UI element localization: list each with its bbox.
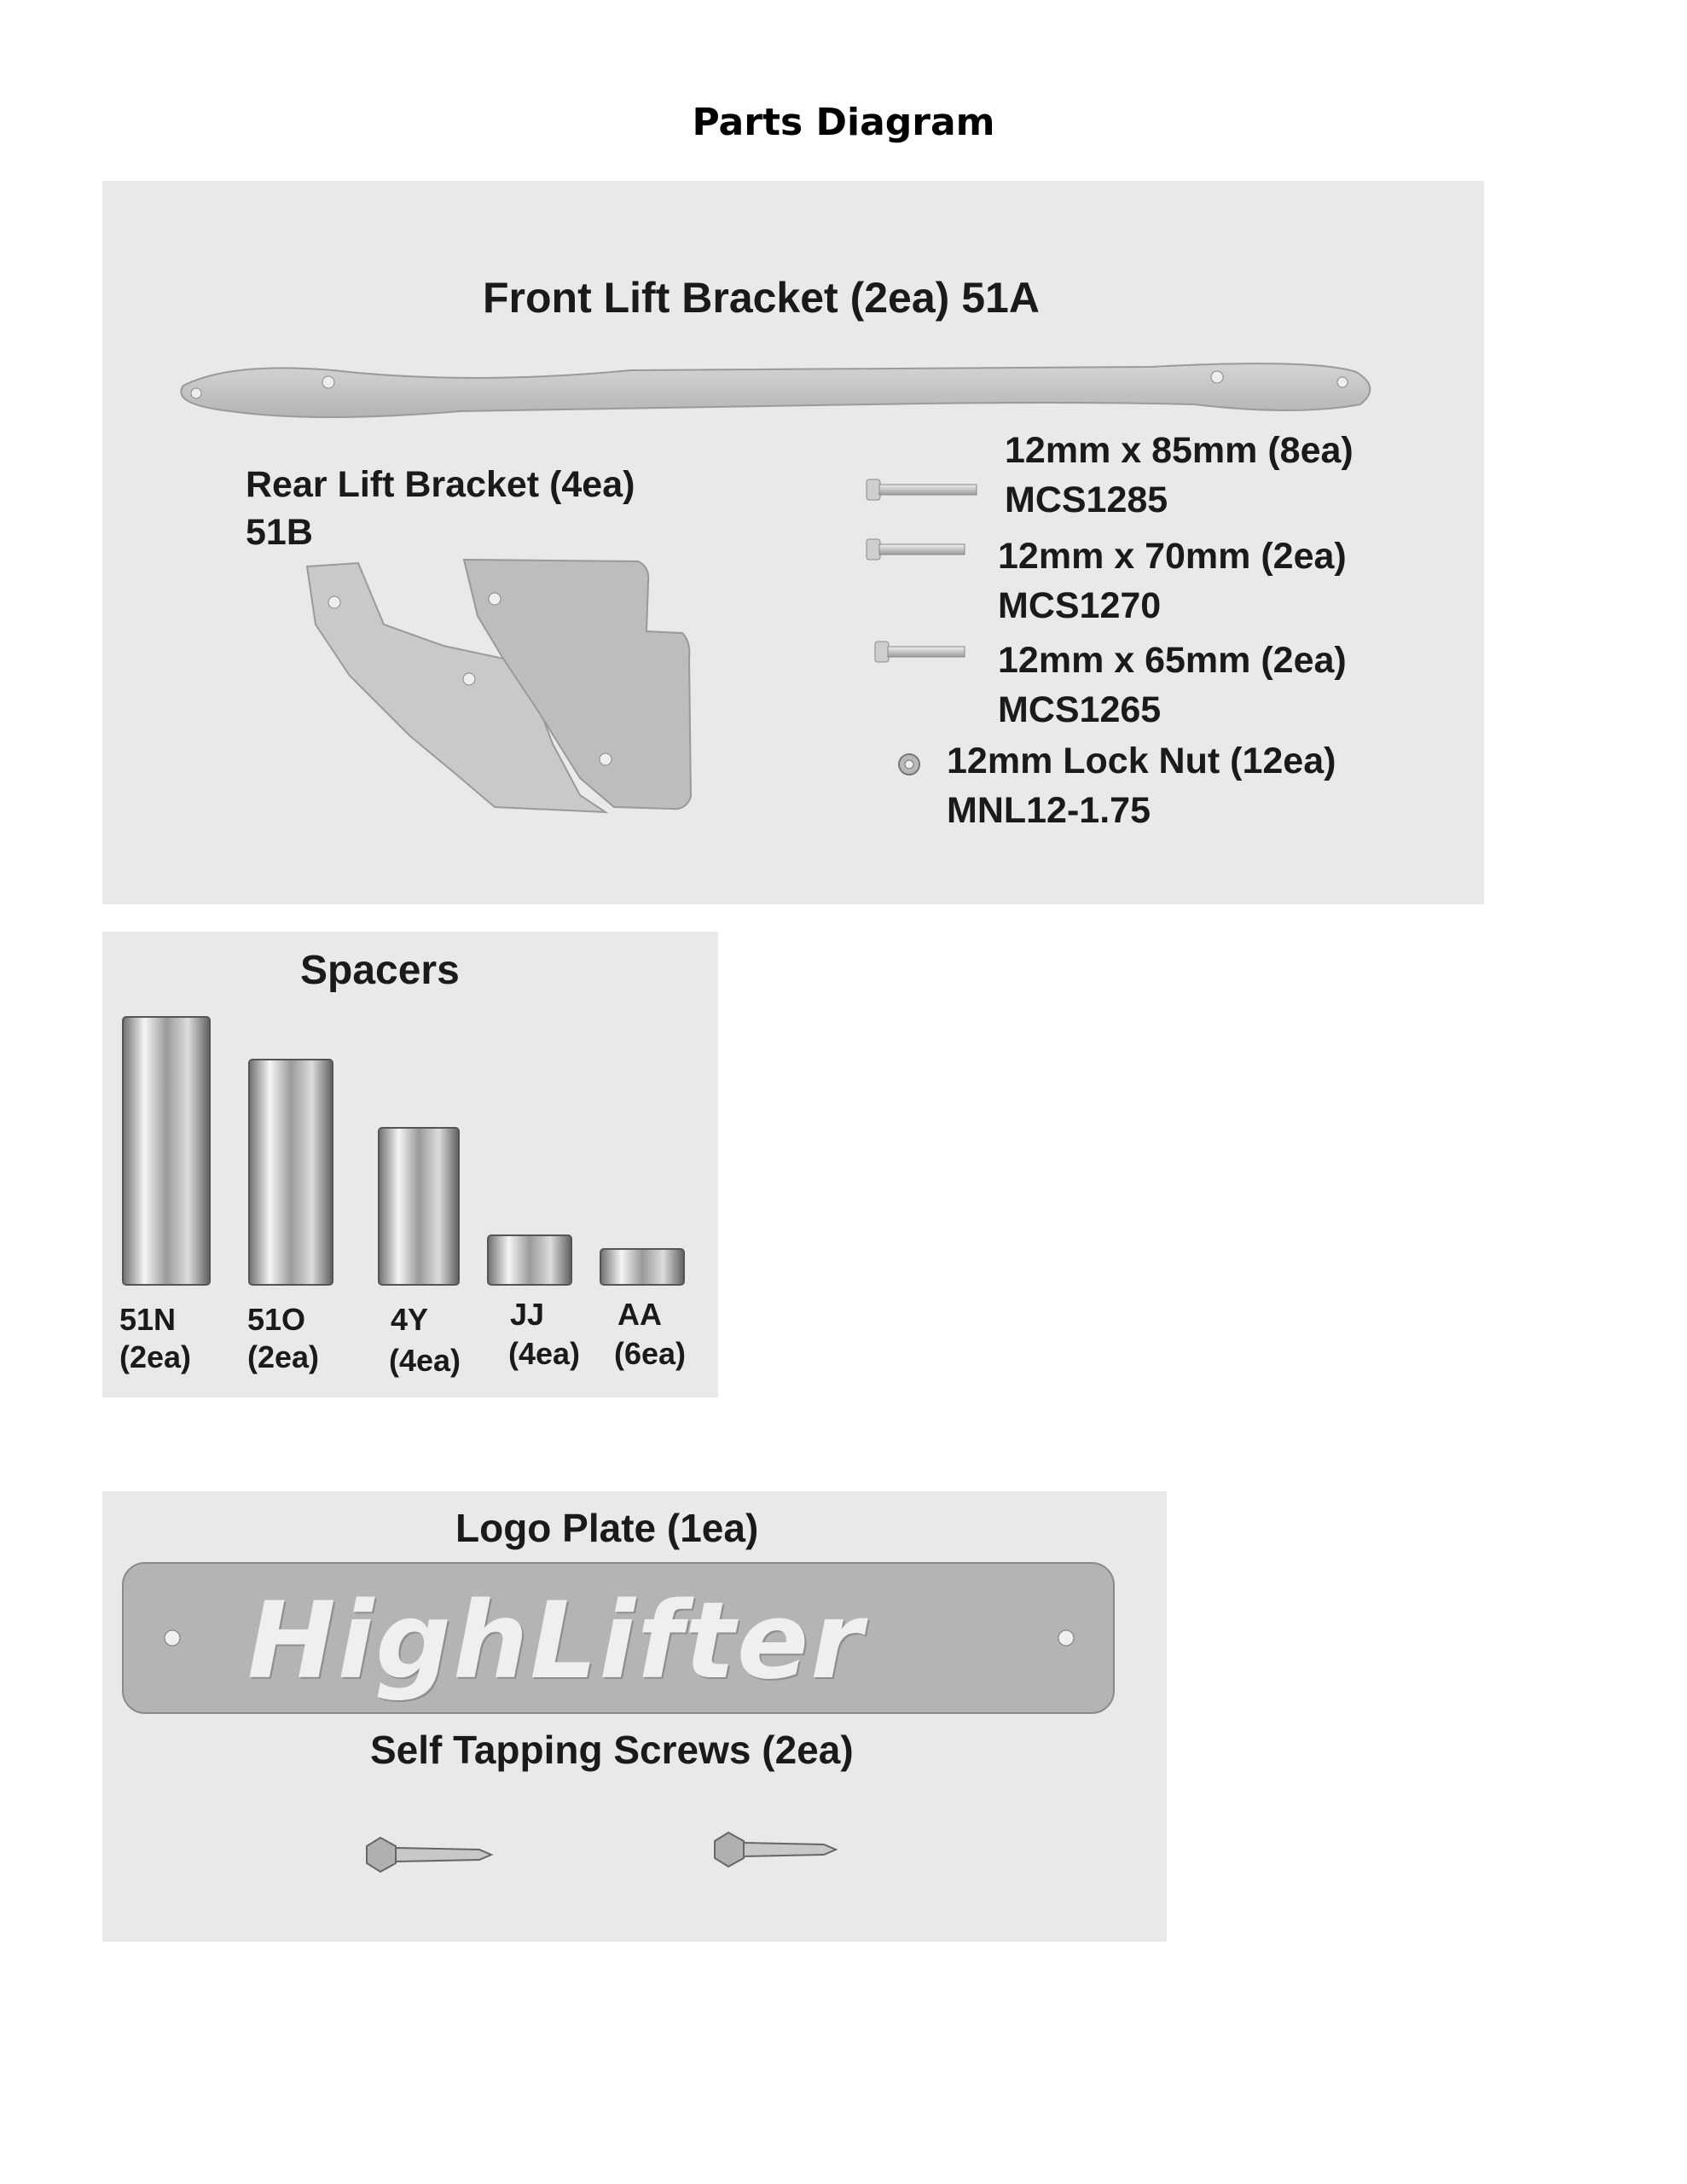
screw-left-part	[367, 1838, 491, 1872]
bolt-65mm-size: 12mm x 65mm (2ea)	[998, 640, 1347, 681]
bolt-65mm-code: MCS1265	[998, 689, 1162, 730]
page-title: Parts Diagram	[692, 101, 995, 144]
bolt-85mm-part	[867, 479, 977, 500]
spacer-aa-part	[600, 1249, 684, 1285]
spacer-jj-code: JJ	[510, 1297, 545, 1332]
lock-nut-code: MNL12-1.75	[947, 790, 1151, 831]
bolt-70mm-size: 12mm x 70mm (2ea)	[998, 536, 1347, 577]
screw-right-part	[715, 1833, 836, 1867]
logo-plate-photo	[102, 1491, 1167, 1942]
front-bracket-label: Front Lift Bracket (2ea) 51A	[483, 274, 1040, 322]
spacer-51o-code: 51O	[247, 1302, 306, 1337]
spacer-51n-qty: (2ea)	[119, 1339, 192, 1374]
spacer-4y-part	[379, 1128, 459, 1285]
logo-plate-illustration	[102, 1491, 1167, 1942]
logo-plate-label: Logo Plate (1ea)	[455, 1506, 759, 1550]
spacer-jj-part	[488, 1235, 571, 1285]
spacers-title: Spacers	[300, 948, 460, 993]
rear-bracket-code: 51B	[246, 512, 313, 553]
bolt-85mm-code: MCS1285	[1005, 479, 1168, 520]
bolt-65mm-part	[875, 642, 965, 662]
screws-label: Self Tapping Screws (2ea)	[370, 1728, 854, 1772]
bolt-70mm-code: MCS1270	[998, 585, 1162, 626]
spacer-4y-code: 4Y	[391, 1302, 429, 1337]
spacer-jj-qty: (4ea)	[508, 1336, 581, 1371]
rear-bracket-label: Rear Lift Bracket (4ea)	[246, 464, 635, 505]
spacer-51o-part	[249, 1060, 333, 1285]
brackets-hardware-photo	[102, 181, 1484, 904]
spacer-aa-code: AA	[617, 1297, 662, 1332]
spacer-51o-qty: (2ea)	[247, 1339, 320, 1374]
bolt-70mm-part	[867, 539, 965, 560]
bolt-85mm-size: 12mm x 85mm (8ea)	[1005, 430, 1354, 471]
spacer-aa-qty: (6ea)	[614, 1336, 687, 1371]
spacers-photo	[102, 932, 718, 1397]
lock-nut-part	[899, 754, 919, 775]
lock-nut-size: 12mm Lock Nut (12ea)	[947, 741, 1336, 781]
front-bracket-part	[181, 363, 1370, 417]
logo-plate-lettering: HighLifter	[247, 1580, 865, 1703]
spacer-51n-part	[123, 1017, 210, 1285]
spacer-4y-qty: (4ea)	[389, 1343, 461, 1378]
spacer-51n-code: 51N	[119, 1302, 177, 1337]
